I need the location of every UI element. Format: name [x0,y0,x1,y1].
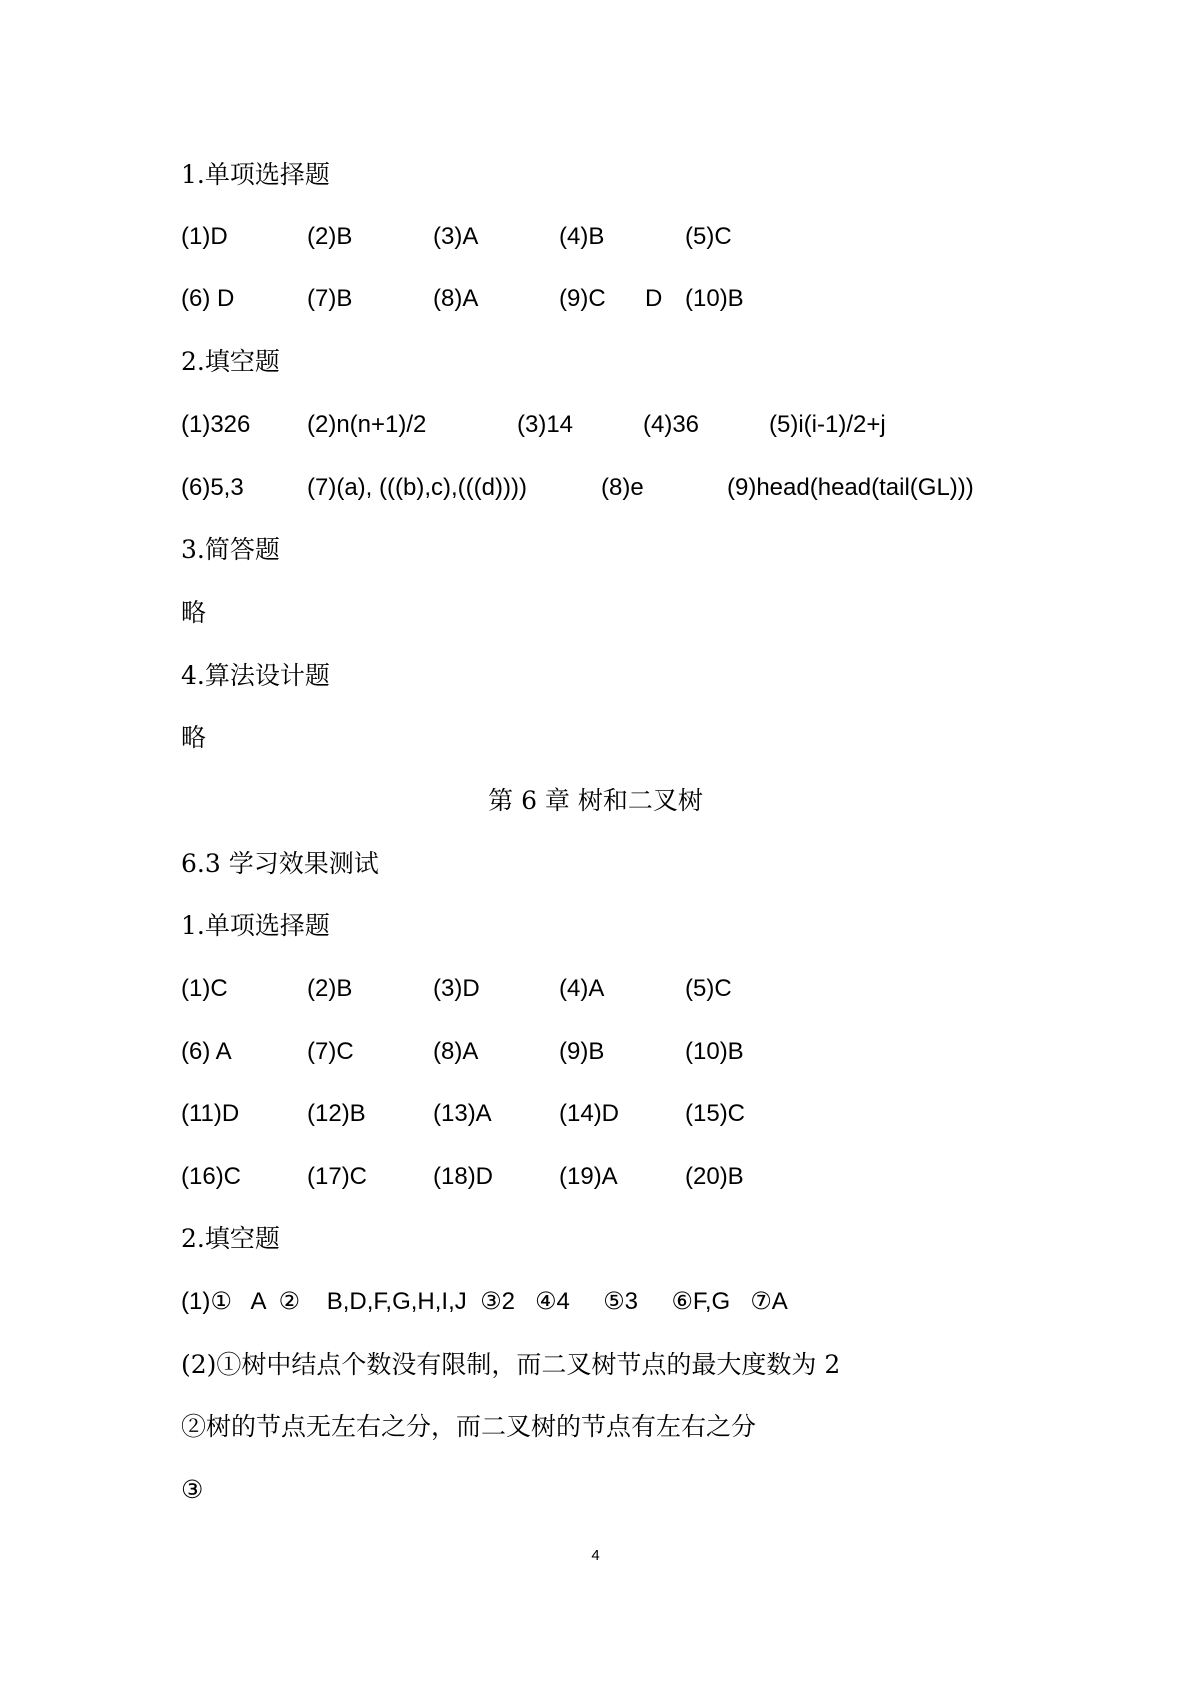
section-title: 6.3 学习效果测试 [181,849,379,878]
answer-item: (6) A [181,1038,232,1065]
answer-item: (2)B [307,223,353,250]
answer-item: (10)B [685,1038,744,1065]
answer-item: (13)A [433,1100,492,1127]
answer-item: D [645,285,663,312]
prev-single-choice-row-2 [181,282,1081,316]
prev-algorithm-text: 略 [181,723,207,752]
fill-blank-q2-line1: (2)①树中结点个数没有限制，而二叉树节点的最大度数为 2 [181,1350,841,1379]
answer-item: (19)A [559,1163,618,1190]
answer-item: (5)C [685,223,732,250]
single-choice-row-1 [181,972,1081,1006]
single-choice-row-3 [181,1097,1081,1131]
answer-item: (3)A [433,223,479,250]
answer-item: (14)D [559,1100,620,1127]
answer-item: (9)C [559,285,606,312]
answer-item: (9)head(head(tail(GL))) [727,474,974,501]
prev-fill-blank-heading: 2.填空题 [181,347,280,376]
answer-item: (3)D [433,975,480,1002]
answer-item: (1)326 [181,411,251,438]
answer-item: (12)B [307,1100,366,1127]
answer-item: (18)D [433,1163,494,1190]
answer-item: (17)C [307,1163,368,1190]
fill-blank-heading: 2.填空题 [181,1224,280,1253]
prev-algorithm-heading: 4.算法设计题 [181,661,330,690]
answer-item: (9)B [559,1038,605,1065]
answer-item: (10)B [685,285,744,312]
answer-item: (2)B [307,975,353,1002]
answer-item: (8)e [601,474,644,501]
prev-short-answer-text: 略 [181,598,207,627]
fill-blank-q2-line2: ②树的节点无左右之分，而二叉树的节点有左右之分 [181,1412,757,1441]
answer-item: (16)C [181,1163,242,1190]
answer-item: (8)A [433,285,479,312]
prev-fill-blank-row-2 [181,471,1081,505]
answer-item: (1)D [181,223,228,250]
single-choice-row-2 [181,1035,1081,1069]
chapter-title: 第 6 章 树和二叉树 [488,786,703,815]
answer-item: (20)B [685,1163,744,1190]
single-choice-row-4 [181,1160,1081,1194]
answer-item: (1)C [181,975,228,1002]
answer-item: (2)n(n+1)/2 [307,411,427,438]
answer-item: (11)D [181,1100,240,1127]
answer-item: (7)B [307,285,353,312]
answer-item: (4)B [559,223,605,250]
answer-item: (15)C [685,1100,746,1127]
answer-item: (3)14 [517,411,574,438]
answer-item: (5)C [685,975,732,1002]
answer-item: (8)A [433,1038,479,1065]
fill-blank-q2-line3: ③ [181,1475,204,1504]
prev-short-answer-heading: 3.简答题 [181,535,280,564]
prev-single-choice-heading: 1.单项选择题 [181,160,330,189]
answer-item: (7)(a), (((b),c),(((d)))) [307,474,527,501]
fill-blank-q1: (1)① A ② B,D,F,G,H,I,J ③2 ④4 ⑤3 ⑥F,G ⑦A [181,1288,788,1315]
prev-single-choice-row-1 [181,220,1081,254]
answer-item: (4)A [559,975,605,1002]
single-choice-heading: 1.单项选择题 [181,911,330,940]
answer-item: (5)i(i-1)/2+j [769,411,886,438]
answer-item: (6)5,3 [181,474,244,501]
answer-item: (7)C [307,1038,354,1065]
answer-item: (4)36 [643,411,700,438]
page-number: 4 [591,1547,600,1564]
prev-fill-blank-row-1 [181,408,1081,442]
answer-item: (6) D [181,285,235,312]
